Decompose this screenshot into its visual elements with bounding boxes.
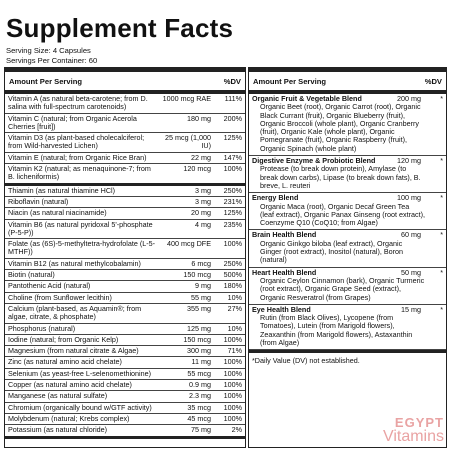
nutrient-name: Vitamin E (natural; from Organic Rice Bran) xyxy=(8,152,147,162)
nutrient-name: Riboflavin (natural) xyxy=(8,196,69,206)
table-row xyxy=(5,369,245,380)
blend-item xyxy=(249,230,446,267)
blend-name: Energy Blend xyxy=(252,193,299,203)
nutrient-dv: 100% xyxy=(223,368,242,378)
dv-header: %DV xyxy=(424,76,442,86)
blend-list xyxy=(249,94,446,350)
nutrient-amount: 3 mg xyxy=(195,196,211,206)
nutrient-name: Selenium (as yeast-free L-selenomethionine) xyxy=(8,368,152,378)
blend-dv: * xyxy=(440,156,443,166)
nutrient-name: Vitamin A (as natural beta-carotene; from D. salina with full-spectrum carotenoids) xyxy=(8,94,148,112)
nutrient-dv: 71% xyxy=(227,346,242,356)
nutrient-amount: 355 mg xyxy=(187,303,211,313)
nutrient-amount: 4 mg xyxy=(195,219,211,229)
nutrient-amount: 180 mg xyxy=(187,113,211,123)
serving-size: Serving Size: 4 Capsules xyxy=(6,46,91,55)
nutrient-amount: 400 mcg DFE xyxy=(167,239,211,249)
blend-amount: 60 mg xyxy=(401,230,421,240)
nutrient-dv: 125% xyxy=(223,133,242,143)
nutrient-name: Zinc (as natural amino acid chelate) xyxy=(8,357,122,367)
nutrient-amount: 55 mg xyxy=(191,292,211,302)
table-row xyxy=(5,346,245,357)
nutrient-dv: 250% xyxy=(223,185,242,195)
watermark-line-1: EGYPT xyxy=(394,415,444,430)
table-row xyxy=(5,304,245,324)
blend-dv: * xyxy=(440,94,443,103)
nutrient-amount: 125 mg xyxy=(187,323,211,333)
blend-item xyxy=(249,94,446,156)
nutrient-amount: 11 mg xyxy=(191,357,211,367)
table-row xyxy=(5,164,245,186)
nutrient-amount: 55 mcg xyxy=(187,368,211,378)
page-title: Supplement Facts xyxy=(6,13,234,43)
nutrient-dv: 200% xyxy=(223,113,242,123)
table-row xyxy=(5,186,245,197)
blend-dv: * xyxy=(440,230,443,240)
nutrient-name: Copper (as natural amino acid chelate) xyxy=(8,380,132,390)
nutrient-dv: 100% xyxy=(223,402,242,412)
nutrient-dv: 100% xyxy=(223,239,242,249)
nutrient-name: Pantothenic Acid (natural) xyxy=(8,281,91,291)
nutrient-dv: 231% xyxy=(223,196,242,206)
nutrient-name: Phosphorus (natural) xyxy=(8,323,76,333)
nutrient-dv: 180% xyxy=(223,281,242,291)
nutrient-name: Manganese (as natural sulfate) xyxy=(8,391,108,401)
nutrient-dv: 125% xyxy=(223,208,242,218)
nutrient-amount: 0.9 mg xyxy=(189,380,211,390)
nutrient-amount: 22 mg xyxy=(191,152,211,162)
table-row xyxy=(5,259,245,270)
nutrient-name: Thiamin (as natural thiamine HCl) xyxy=(8,185,116,195)
nutrient-amount: 9 mg xyxy=(195,281,211,291)
blend-dv: * xyxy=(440,193,443,203)
blend-item xyxy=(249,193,446,230)
blend-dv: * xyxy=(440,267,443,277)
nutrient-name: Biotin (natural) xyxy=(8,270,55,280)
nutrient-name: Potassium (as natural chloride) xyxy=(8,425,108,435)
nutrient-dv: 100% xyxy=(223,334,242,344)
table-row xyxy=(5,293,245,304)
nutrient-amount: 35 mcg xyxy=(187,402,211,412)
table-row xyxy=(5,425,245,438)
footnote: *Daily Value (DV) not established. xyxy=(249,350,446,368)
nutrient-dv: 147% xyxy=(223,152,242,162)
table-row xyxy=(5,239,245,259)
table-row xyxy=(5,380,245,391)
table-row xyxy=(5,414,245,425)
nutrient-name: Vitamin B6 (as natural pyridoxal 5'-phosphate (P-5-P)) xyxy=(8,219,153,237)
nutrient-name: Vitamin D3 (as plant-based cholecalciferol; from Wild-harvested Lichen) xyxy=(8,133,145,151)
blend-item xyxy=(249,305,446,350)
table-header xyxy=(5,67,245,94)
table-row xyxy=(5,324,245,335)
nutrient-name: Choline (from Sunflower lecithin) xyxy=(8,292,112,302)
blend-ingredients: Organic Ceylon Cinnamon (bark), Organic Turmeric (root extract), Organic Grape Seed (extract), Organic Resveratrol (from Grapes) xyxy=(260,275,425,302)
table-row xyxy=(5,357,245,368)
nutrient-amount: 3 mg xyxy=(195,185,211,195)
nutrient-dv: 250% xyxy=(223,258,242,268)
blend-ingredients: Organic Ginkgo biloba (leaf extract), Organic Ginger (root extract), Inositol (natural), Boron (natural) xyxy=(260,238,404,265)
table-row xyxy=(5,270,245,281)
nutrient-name: Calcium (plant-based, as Aquamin®; from algae, citrate, & phosphate) xyxy=(8,303,142,322)
nutrient-dv: 100% xyxy=(223,413,242,423)
nutrient-dv: 100% xyxy=(223,380,242,390)
nutrient-amount: 75 mg xyxy=(191,425,211,435)
table-row xyxy=(5,220,245,240)
table-row xyxy=(5,133,245,153)
nutrient-dv: 500% xyxy=(223,270,242,280)
blend-name: Heart Health Blend xyxy=(252,267,317,277)
dv-header: %DV xyxy=(223,76,241,86)
table-row xyxy=(5,281,245,292)
table-row xyxy=(5,197,245,208)
blend-ingredients: Protease (to break down protein), Amylase (to break down carbs), Lipase (to break down fats), B. breve, L. reuteri xyxy=(260,164,421,190)
nutrient-dv: 111% xyxy=(224,94,242,103)
nutrient-dv: 100% xyxy=(223,164,242,174)
nutrient-amount: 20 mg xyxy=(191,208,211,218)
nutrient-name: Iodine (natural; from Organic Kelp) xyxy=(8,334,119,344)
nutrient-amount: 120 mcg xyxy=(183,164,211,174)
blend-ingredients: Organic Beet (root), Organic Carrot (root), Organic Black Currant (fruit), Organic Blueberry (fruit), Organic Broccoli (whole plant), Organic Cranberry (fruit), Organic Kale (whole plant), Organic Pomegranate (fruit), Organic Raspberry (fruit), Organic Spinach (whole plant) xyxy=(260,102,421,153)
blend-item xyxy=(249,156,446,193)
blend-name: Organic Fruit & Vegetable Blend xyxy=(252,94,362,103)
blend-dv: * xyxy=(440,304,443,314)
nutrient-dv: 100% xyxy=(223,391,242,401)
table-row xyxy=(5,114,245,134)
blends-panel xyxy=(248,67,447,448)
nutrient-name: Magnesium (from natural citrate & Algae) xyxy=(8,346,139,356)
table-row xyxy=(5,208,245,219)
nutrient-amount: 6 mcg xyxy=(191,258,211,268)
watermark-line-2: Vitamins xyxy=(382,428,444,445)
nutrient-name: Chromium (organically bound w/GTF activity) xyxy=(8,402,152,412)
blend-ingredients: Organic Maca (root), Organic Decaf Green Tea (leaf extract), Organic Panax Ginseng (root extract), Coenzyme Q10 (CoQ10; from Algae) xyxy=(260,201,425,228)
blend-amount: 120 mg xyxy=(397,156,421,166)
amount-header: Amount Per Serving xyxy=(9,76,82,86)
blend-name: Eye Health Blend xyxy=(252,304,311,314)
watermark-logo xyxy=(383,416,444,444)
nutrient-amount: 1000 mcg RAE xyxy=(162,94,211,103)
nutrient-name: Molybdenum (natural; Krebs complex) xyxy=(8,413,130,423)
table-row xyxy=(5,335,245,346)
blend-amount: 15 mg xyxy=(401,304,421,314)
blend-amount: 200 mg xyxy=(397,94,421,103)
amount-header: Amount Per Serving xyxy=(253,76,326,86)
table-header xyxy=(249,67,446,94)
nutrient-name: Vitamin C (natural; from Organic Acerola Cherries [fruit]) xyxy=(8,113,137,131)
servings-per-container: Servings Per Container: 60 xyxy=(6,56,98,65)
nutrient-amount: 150 mcg xyxy=(183,334,211,344)
nutrient-name: Vitamin K2 (natural; as menaquinone-7; from B. licheniformis) xyxy=(8,164,151,182)
nutrient-dv: 235% xyxy=(223,219,242,229)
nutrient-dv: 100% xyxy=(223,357,242,367)
nutrient-dv: 27% xyxy=(227,303,242,313)
blend-ingredients: Rutin (from Black Olives), Lycopene (from Tomatoes), Lutein (from Marigold flowers), Zeaxanthin (from Marigold flowers), Astaxanthin (from Algae) xyxy=(260,313,413,348)
nutrient-name: Vitamin B12 (as natural methylcobalamin) xyxy=(8,258,141,268)
blend-amount: 50 mg xyxy=(401,267,421,277)
nutrient-amount: 25 mcg (1,000 IU) xyxy=(165,133,211,151)
nutrient-amount: 150 mcg xyxy=(183,270,211,280)
nutrient-amount: 45 mcg xyxy=(187,413,211,423)
blend-amount: 100 mg xyxy=(397,193,421,203)
blend-item xyxy=(249,268,446,305)
blend-name: Brain Health Blend xyxy=(252,230,317,240)
nutrient-list xyxy=(5,94,245,439)
nutrient-dv: 2% xyxy=(231,425,242,435)
nutrient-dv: 10% xyxy=(227,292,242,302)
vitamins-minerals-panel xyxy=(4,67,246,448)
nutrient-amount: 300 mg xyxy=(187,346,211,356)
nutrient-name: Niacin (as natural niacinamide) xyxy=(8,208,107,218)
table-row xyxy=(5,391,245,402)
nutrient-amount: 2.3 mg xyxy=(189,391,211,401)
table-row xyxy=(5,94,245,114)
table-row xyxy=(5,403,245,414)
nutrient-dv: 10% xyxy=(227,323,242,333)
table-row xyxy=(5,153,245,164)
blend-name: Digestive Enzyme & Probiotic Blend xyxy=(252,156,376,166)
nutrient-name: Folate (as (6S)-5-methyltetra-hydrofolate (L-5-MTHF)) xyxy=(8,239,155,257)
